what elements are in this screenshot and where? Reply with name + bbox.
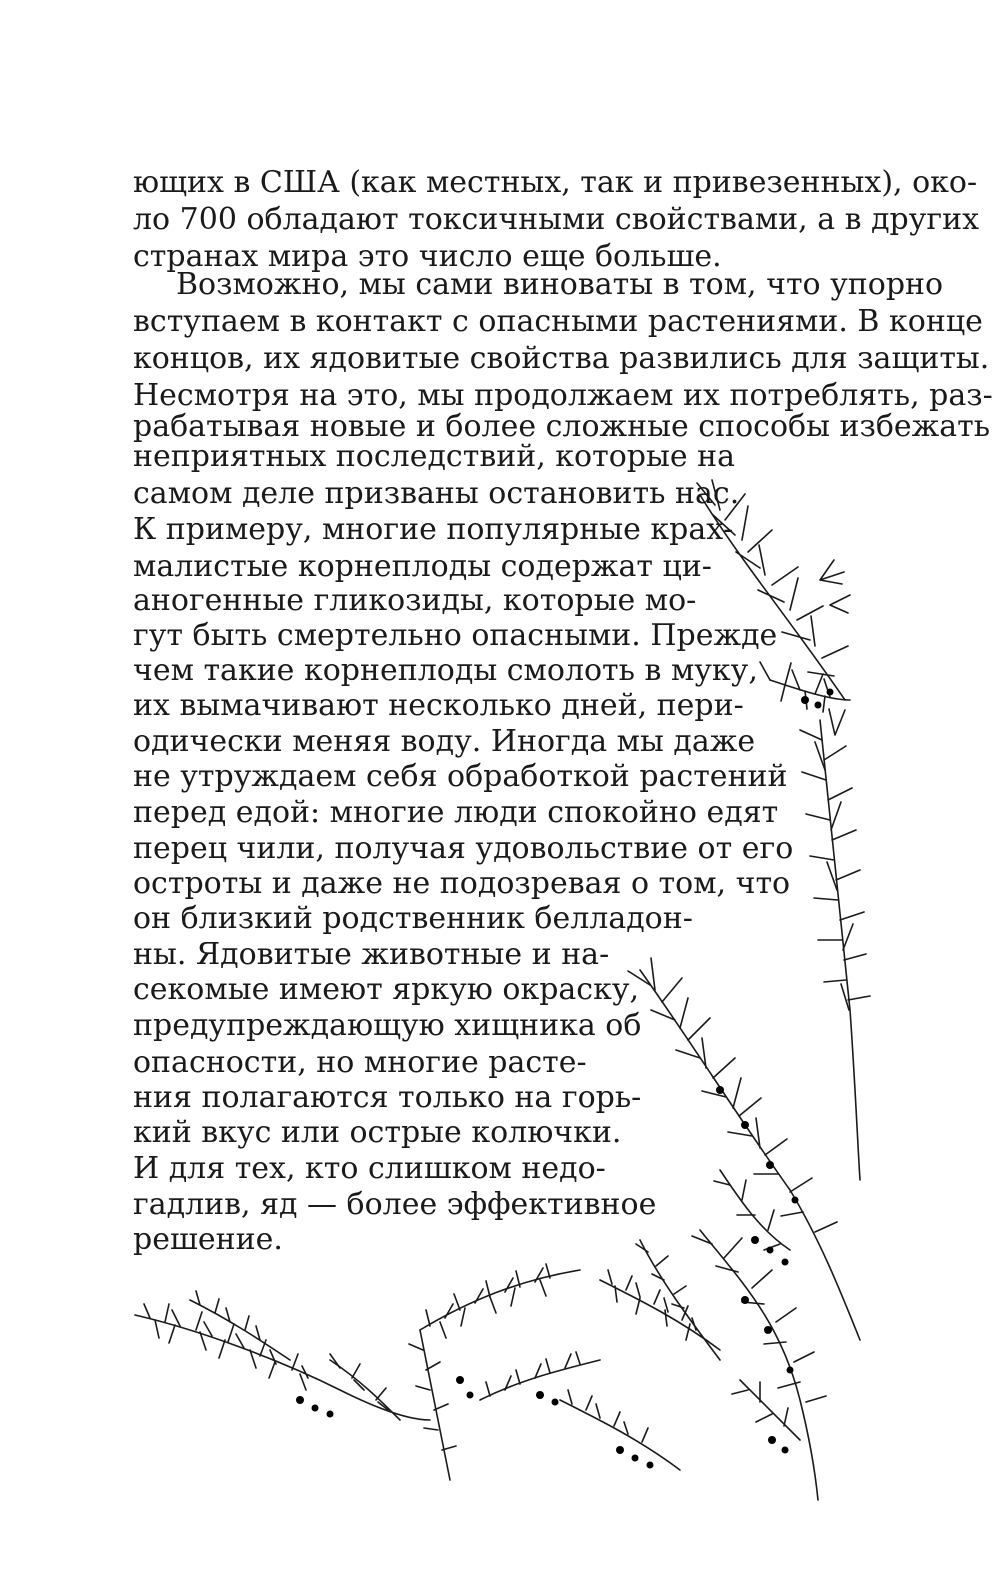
text-line: Возможно, мы сами виноваты в том, что упорно bbox=[176, 267, 944, 302]
text-line: странах мира это число еще больше. bbox=[133, 239, 722, 274]
text-line: рабатывая новые и более сложные способы избежать bbox=[133, 409, 991, 444]
text-line: самом деле призваны остановить нас. bbox=[133, 476, 740, 511]
text-line: ны. Ядовитые животные и на- bbox=[133, 937, 610, 972]
text-line: концов, их ядовитые свойства развились для защиты. bbox=[133, 341, 990, 376]
text-line: Несмотря на это, мы продолжаем их потреблять, раз- bbox=[133, 378, 993, 413]
text-line: ющих в США (как местных, так и привезенных), око- bbox=[133, 165, 978, 200]
text-line: гут быть смертельно опасными. Прежде bbox=[133, 618, 778, 653]
text-line: чем такие корнеплоды смолоть в муку, bbox=[133, 653, 758, 688]
text-line: К примеру, многие популярные крах- bbox=[133, 512, 734, 547]
text-line: неприятных последствий, которые на bbox=[133, 439, 736, 474]
text-line: решение. bbox=[133, 1222, 283, 1257]
text-line: ния полагаются только на горь- bbox=[133, 1080, 642, 1115]
text-line: ло 700 обладают токсичными свойствами, а в других bbox=[133, 202, 980, 237]
text-line: перед едой: многие люди спокойно едят bbox=[133, 795, 779, 830]
text-line: кий вкус или острые колючки. bbox=[133, 1115, 622, 1150]
text-line: малистые корнеплоды содержат ци- bbox=[133, 549, 712, 584]
text-line: вступаем в контакт с опасными растениями. В конце bbox=[133, 304, 983, 339]
text-line: секомые имеют яркую окраску, bbox=[133, 972, 640, 1007]
text-line: гадлив, яд — более эффективное bbox=[133, 1187, 657, 1222]
text-line: их вымачивают несколько дней, пери- bbox=[133, 688, 744, 723]
text-line: предупреждающую хищника об bbox=[133, 1008, 642, 1043]
text-line: опасности, но многие расте- bbox=[133, 1045, 587, 1080]
text-line: одически меняя воду. Иногда мы даже bbox=[133, 724, 756, 759]
text-line: перец чили, получая удовольствие от его bbox=[133, 831, 794, 866]
text-line: И для тех, кто слишком недо- bbox=[133, 1151, 606, 1186]
text-line: он близкий родственник белладон- bbox=[133, 901, 693, 936]
text-line: не утруждаем себя обработкой растений bbox=[133, 759, 788, 794]
text-line: остроты и даже не подозревая о том, что bbox=[133, 866, 791, 901]
text-line: аногенные гликозиды, которые мо- bbox=[133, 583, 697, 618]
